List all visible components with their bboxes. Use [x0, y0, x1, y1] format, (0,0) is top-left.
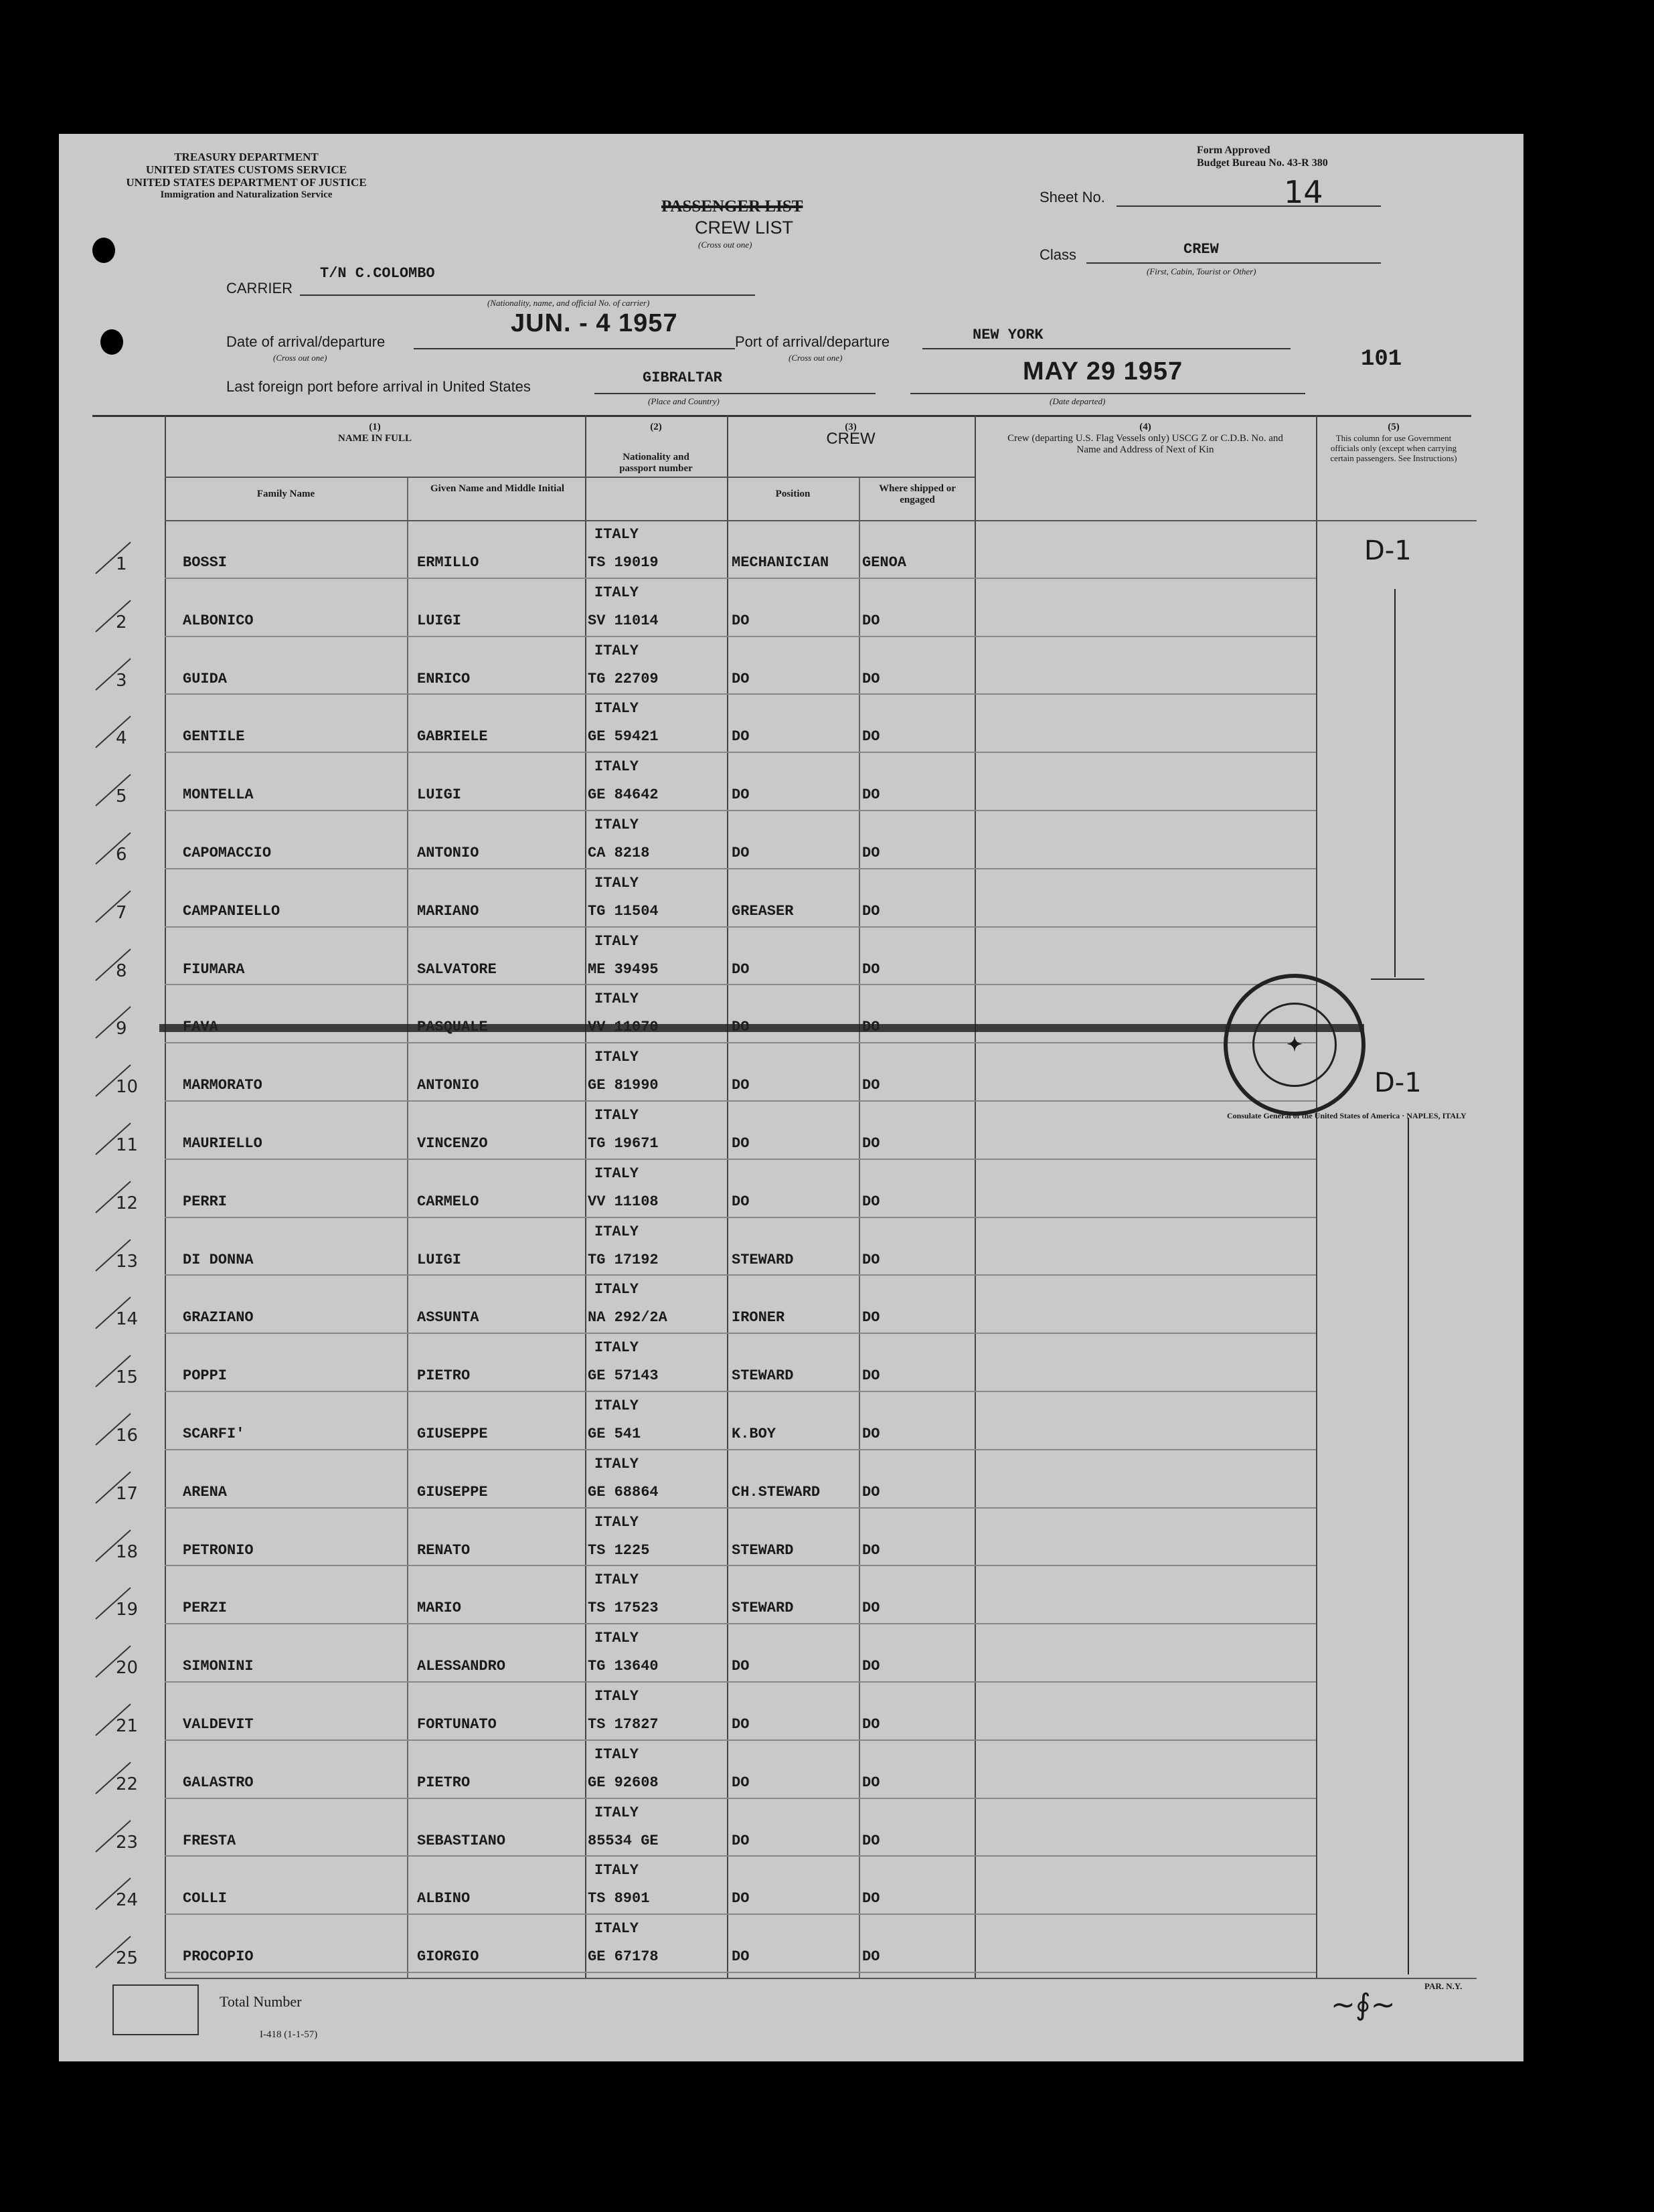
passport-number: TG 17192 [588, 1251, 659, 1268]
family-name: GALASTRO [183, 1774, 254, 1791]
shipped-where: DO [862, 1367, 880, 1385]
given-name: GIUSEPPE [417, 1426, 488, 1442]
family-name: MARMORATO [183, 1077, 262, 1094]
shipped-where: DO [862, 1193, 880, 1210]
given-name: ANTONIO [417, 845, 479, 861]
carrier-line [300, 293, 755, 296]
shipped-where: DO [862, 1716, 880, 1733]
passport-number: GE 68864 [588, 1483, 659, 1501]
passport-number: ME 39495 [588, 960, 659, 978]
given-name: GABRIELE [417, 728, 488, 746]
family-name: MAURIELLO [183, 1135, 262, 1152]
nationality: ITALY [594, 874, 639, 891]
shipped-where: DO [862, 728, 880, 746]
passport-number: TS 17523 [588, 1600, 659, 1617]
shipped-where: DO [862, 1251, 880, 1268]
family-name: FRESTA [183, 1832, 236, 1849]
position: STEWARD [732, 1251, 794, 1268]
position: STEWARD [732, 1600, 794, 1617]
position: DO [732, 1832, 750, 1849]
col1a-header: Family Name [256, 489, 315, 499]
col3-header [727, 422, 975, 448]
agency-line: UNITED STATES DEPARTMENT OF JUSTICE [126, 176, 367, 189]
shipped-where: DO [862, 1600, 880, 1617]
arrival-note: (Cross out one) [273, 353, 327, 363]
col5-num: (5) [1388, 422, 1400, 432]
table-row [59, 1218, 1523, 1276]
family-name: SIMONINI [183, 1658, 254, 1675]
passport-number: TS 17827 [588, 1716, 659, 1733]
given-name: SEBASTIANO [417, 1832, 506, 1849]
col3a-header: Position [775, 489, 811, 499]
lastport-label: Last foreign port before arrival in United States [226, 378, 531, 395]
bracket-line [1408, 1118, 1409, 1974]
passport-number: GE 84642 [588, 786, 659, 804]
form-approved: Form Approved [1197, 145, 1270, 156]
agency-line: Immigration and Naturalization Service [160, 189, 333, 200]
row-number: 9 [116, 1019, 127, 1039]
d1-annotation: D-1 [1374, 1068, 1422, 1098]
table-row [59, 1857, 1523, 1914]
table-row [59, 1392, 1523, 1450]
position: DO [732, 728, 750, 746]
row-number: 5 [116, 786, 127, 807]
nationality: ITALY [594, 991, 639, 1008]
shipped-where: DO [862, 1832, 880, 1849]
agency-line: UNITED STATES CUSTOMS SERVICE [145, 163, 347, 176]
total-label: Total Number [220, 1993, 302, 2010]
given-name: ERMILLO [417, 554, 479, 571]
class-note: (First, Cabin, Tourist or Other) [1147, 266, 1256, 276]
family-name: SCARFI' [183, 1426, 245, 1442]
family-name: PETRONIO [183, 1541, 254, 1559]
passport-number: TS 8901 [588, 1890, 650, 1907]
position: DO [732, 1948, 750, 1966]
family-name: GUIDA [183, 670, 228, 687]
col5-header [1316, 422, 1471, 463]
arrival-date-stamp: JUN. - 4 1957 [511, 309, 678, 337]
nationality: ITALY [594, 1281, 639, 1298]
row-number: 7 [116, 902, 127, 923]
table-row [59, 521, 1523, 578]
row-number: 20 [116, 1658, 139, 1679]
given-name: PIETRO [417, 1367, 471, 1385]
position: DO [732, 960, 750, 978]
family-name: GRAZIANO [183, 1309, 254, 1327]
col3-title: CREW [826, 430, 876, 448]
family-name: ALBONICO [183, 612, 254, 629]
shipped-where: DO [862, 1483, 880, 1501]
family-name: PERZI [183, 1600, 228, 1617]
position: DO [732, 670, 750, 687]
given-name: LUIGI [417, 612, 462, 629]
departed-note: (Date departed) [1050, 396, 1106, 406]
shipped-where: DO [862, 1774, 880, 1791]
arrival-label: Date of arrival/departure [226, 333, 386, 350]
seal-emblem: ✦ [1252, 1003, 1337, 1087]
position: MECHANICIAN [732, 554, 829, 571]
passport-number: VV 11108 [588, 1193, 659, 1210]
position: DO [732, 1658, 750, 1675]
table-row [59, 579, 1523, 636]
position: IRONER [732, 1309, 785, 1327]
col2-title: Nationality and passport number [619, 452, 693, 474]
given-name: CARMELO [417, 1193, 479, 1210]
col2-header [585, 422, 727, 475]
nationality: ITALY [594, 584, 639, 601]
nationality: ITALY [594, 932, 639, 950]
row-number: 22 [116, 1774, 139, 1794]
arrival-line [414, 347, 735, 349]
passport-number: GE 57143 [588, 1367, 659, 1385]
nationality: ITALY [594, 700, 639, 717]
table-row [59, 1450, 1523, 1508]
shipped-where: DO [862, 1658, 880, 1675]
passport-number: TG 19671 [588, 1135, 659, 1152]
seal-text: Consulate General of the United States of America · NAPLES, ITALY [1227, 1111, 1467, 1120]
family-name: PERRI [183, 1193, 228, 1210]
lastport-value: GIBRALTAR [643, 369, 722, 386]
table-row [59, 869, 1523, 927]
nationality: ITALY [594, 1339, 639, 1357]
port-value: NEW YORK [973, 327, 1044, 343]
nationality: ITALY [594, 1571, 639, 1589]
family-name: ARENA [183, 1483, 228, 1501]
row-number: 16 [116, 1426, 139, 1446]
passport-number: 85534 GE [588, 1832, 659, 1849]
row-number: 17 [116, 1483, 139, 1504]
col1-header [165, 422, 585, 444]
shipped-where: DO [862, 1541, 880, 1559]
row-number: 14 [116, 1309, 139, 1330]
family-name: DI DONNA [183, 1251, 254, 1268]
nationality: ITALY [594, 1920, 639, 1938]
nationality: ITALY [594, 526, 639, 543]
given-name: FORTUNATO [417, 1716, 497, 1733]
given-name: ALBINO [417, 1890, 471, 1907]
passport-number: GE 541 [588, 1426, 641, 1442]
row-number: 23 [116, 1832, 139, 1853]
class-value: CREW [1183, 241, 1219, 258]
position: DO [732, 1716, 750, 1733]
position: DO [732, 612, 750, 629]
nationality: ITALY [594, 758, 639, 776]
row-number: 12 [116, 1193, 139, 1213]
given-name: RENATO [417, 1541, 471, 1559]
passport-number: SV 11014 [588, 612, 659, 629]
given-name: GIORGIO [417, 1948, 479, 1966]
port-note: (Cross out one) [789, 353, 843, 363]
col2-num: (2) [650, 422, 662, 432]
crew-list-document [59, 134, 1523, 2061]
given-name: VINCENZO [417, 1135, 488, 1152]
table-top-rule [92, 415, 1471, 417]
given-name: MARIO [417, 1600, 462, 1617]
sheet-number: 14 [1284, 174, 1323, 210]
family-name: PROCOPIO [183, 1948, 254, 1966]
nationality: ITALY [594, 1455, 639, 1472]
bracket-line [1371, 979, 1424, 980]
family-name: MONTELLA [183, 786, 254, 804]
title-note: (Cross out one) [698, 240, 752, 250]
passport-number: TG 22709 [588, 670, 659, 687]
sheet-label: Sheet No. [1040, 189, 1105, 205]
table-row [59, 1683, 1523, 1740]
page-title: CREW LIST [695, 218, 794, 238]
table-row [59, 1509, 1523, 1566]
row-number: 8 [116, 960, 127, 981]
row-number: 24 [116, 1890, 139, 1911]
family-name: COLLI [183, 1890, 228, 1907]
table-row [59, 753, 1523, 811]
nationality: ITALY [594, 1049, 639, 1066]
row-number: 11 [116, 1135, 139, 1155]
nationality: ITALY [594, 642, 639, 659]
passport-number: CA 8218 [588, 845, 650, 861]
par-mark: PAR. N.Y. [1424, 1981, 1463, 1991]
lastport-note: (Place and Country) [648, 396, 720, 406]
table-row [59, 1624, 1523, 1682]
family-name: GENTILE [183, 728, 245, 746]
port-label: Port of arrival/departure [735, 333, 890, 350]
given-name: ANTONIO [417, 1077, 479, 1094]
row-number: 13 [116, 1251, 139, 1272]
shipped-where: DO [862, 1426, 880, 1442]
position: STEWARD [732, 1541, 794, 1559]
col3-num: (3) [845, 422, 857, 432]
punch-hole [92, 238, 115, 263]
row-number: 15 [116, 1367, 139, 1388]
given-name: GIUSEPPE [417, 1483, 488, 1501]
shipped-where: DO [862, 1135, 880, 1152]
given-name: LUIGI [417, 1251, 462, 1268]
bracket-line [1394, 589, 1396, 977]
family-name: POPPI [183, 1367, 228, 1385]
family-name: FIUMARA [183, 960, 245, 978]
position: DO [732, 1077, 750, 1094]
row-number: 6 [116, 845, 127, 865]
header-rule [165, 477, 975, 478]
passport-number: TG 13640 [588, 1658, 659, 1675]
nationality: ITALY [594, 1862, 639, 1879]
table-row [59, 1160, 1523, 1217]
lastport-line [594, 392, 876, 394]
row-number: 25 [116, 1948, 139, 1969]
table-row [59, 695, 1523, 752]
nationality: ITALY [594, 1804, 639, 1821]
given-name: SALVATORE [417, 960, 497, 978]
consulate-seal [1224, 974, 1366, 1116]
col3b-header: Where shipped or engaged [879, 483, 956, 505]
passport-number: TS 19019 [588, 554, 659, 571]
shipped-where: DO [862, 1309, 880, 1327]
row-number: 21 [116, 1716, 139, 1736]
departed-date-stamp: MAY 29 1957 [1023, 357, 1183, 386]
agency-line: TREASURY DEPARTMENT [174, 151, 319, 163]
nationality: ITALY [594, 817, 639, 833]
nationality: ITALY [594, 1513, 639, 1531]
row-number: 19 [116, 1600, 139, 1620]
nationality: ITALY [594, 1630, 639, 1647]
given-name: ASSUNTA [417, 1309, 479, 1327]
shipped-where: DO [862, 902, 880, 920]
carrier-label: CARRIER [226, 280, 293, 296]
class-label: Class [1040, 246, 1077, 263]
col4-header [975, 422, 1316, 456]
port-line [922, 347, 1291, 349]
row-rule [165, 1972, 1316, 1973]
passport-number: NA 292/2A [588, 1309, 667, 1327]
family-name: CAPOMACCIO [183, 845, 272, 861]
passport-number: TG 11504 [588, 902, 659, 920]
shipped-where: DO [862, 1077, 880, 1094]
shipped-where: DO [862, 845, 880, 861]
nationality: ITALY [594, 1107, 639, 1124]
col1-num: (1) [369, 422, 381, 432]
table-row [59, 1334, 1523, 1391]
shipped-where: DO [862, 1948, 880, 1966]
position: K.BOY [732, 1426, 776, 1442]
position: DO [732, 786, 750, 804]
nationality: ITALY [594, 1397, 639, 1414]
position: STEWARD [732, 1367, 794, 1385]
col4-title: Crew (departing U.S. Flag Vessels only) USCG Z or C.D.B. No. and Name and Address of Next of Kin [1007, 433, 1283, 455]
budget-bureau: Budget Bureau No. 43-R 380 [1197, 157, 1328, 169]
table-bottom-rule [165, 1978, 1477, 1979]
shipped-where: DO [862, 786, 880, 804]
form-approved-block [1197, 144, 1328, 169]
class-line [1086, 261, 1381, 264]
passport-number: GE 59421 [588, 728, 659, 746]
shipped-where: DO [862, 612, 880, 629]
table-row [59, 637, 1523, 695]
col5-title: This column for use Government officials only (except when carrying certain passengers. See Instructions) [1330, 433, 1457, 463]
agency-block [106, 151, 387, 201]
nationality: ITALY [594, 1165, 639, 1182]
given-name: PIETRO [417, 1774, 471, 1791]
strike-line [159, 1024, 1364, 1032]
position: DO [732, 1890, 750, 1907]
row-number: 3 [116, 670, 127, 691]
shipped-where: DO [862, 670, 880, 687]
row-number: 10 [116, 1077, 139, 1098]
position: CH.STEWARD [732, 1483, 821, 1501]
table-row [59, 1799, 1523, 1857]
table-row [59, 1741, 1523, 1798]
col1-title: NAME IN FULL [337, 433, 412, 444]
d1-annotation: D-1 [1364, 535, 1412, 566]
nationality: ITALY [594, 1688, 639, 1705]
passport-number: GE 81990 [588, 1077, 659, 1094]
table-row [59, 1915, 1523, 1972]
position: DO [732, 1774, 750, 1791]
shipped-where: DO [862, 960, 880, 978]
family-name: VALDEVIT [183, 1716, 254, 1733]
row-number: 1 [116, 554, 127, 574]
nationality: ITALY [594, 1223, 639, 1240]
row-number: 18 [116, 1541, 139, 1562]
total-number-box [112, 1984, 199, 2035]
shipped-where: DO [862, 1890, 880, 1907]
passport-number: TS 1225 [588, 1541, 650, 1559]
given-name: ENRICO [417, 670, 471, 687]
table-row [59, 1276, 1523, 1333]
carrier-note: (Nationality, name, and official No. of carrier) [487, 298, 650, 308]
col1b-header: Given Name and Middle Initial [430, 483, 565, 494]
position: DO [732, 845, 750, 861]
sheet-line [1117, 204, 1381, 207]
row-number: 2 [116, 612, 127, 632]
nationality: ITALY [594, 1746, 639, 1763]
position: DO [732, 1193, 750, 1210]
table-row [59, 1566, 1523, 1624]
given-name: MARIANO [417, 902, 479, 920]
title-struck: PASSENGER LIST [661, 197, 803, 216]
position: DO [732, 1135, 750, 1152]
punch-hole [100, 329, 123, 355]
given-name: LUIGI [417, 786, 462, 804]
family-name: BOSSI [183, 554, 228, 571]
position: GREASER [732, 902, 794, 920]
signature: ~∮~ [1331, 1988, 1396, 2022]
passport-number: GE 92608 [588, 1774, 659, 1791]
given-name: ALESSANDRO [417, 1658, 506, 1675]
family-name: CAMPANIELLO [183, 902, 280, 920]
col4-num: (4) [1139, 422, 1151, 432]
form-number: I-418 (1-1-57) [260, 2029, 318, 2040]
carrier-value: T/N C.COLOMBO [320, 265, 435, 282]
table-row [59, 811, 1523, 869]
row-number: 4 [116, 728, 127, 749]
passport-number: GE 67178 [588, 1948, 659, 1966]
shipped-where: GENOA [862, 554, 907, 571]
departed-line [910, 392, 1305, 394]
page-mark: 101 [1361, 347, 1402, 372]
